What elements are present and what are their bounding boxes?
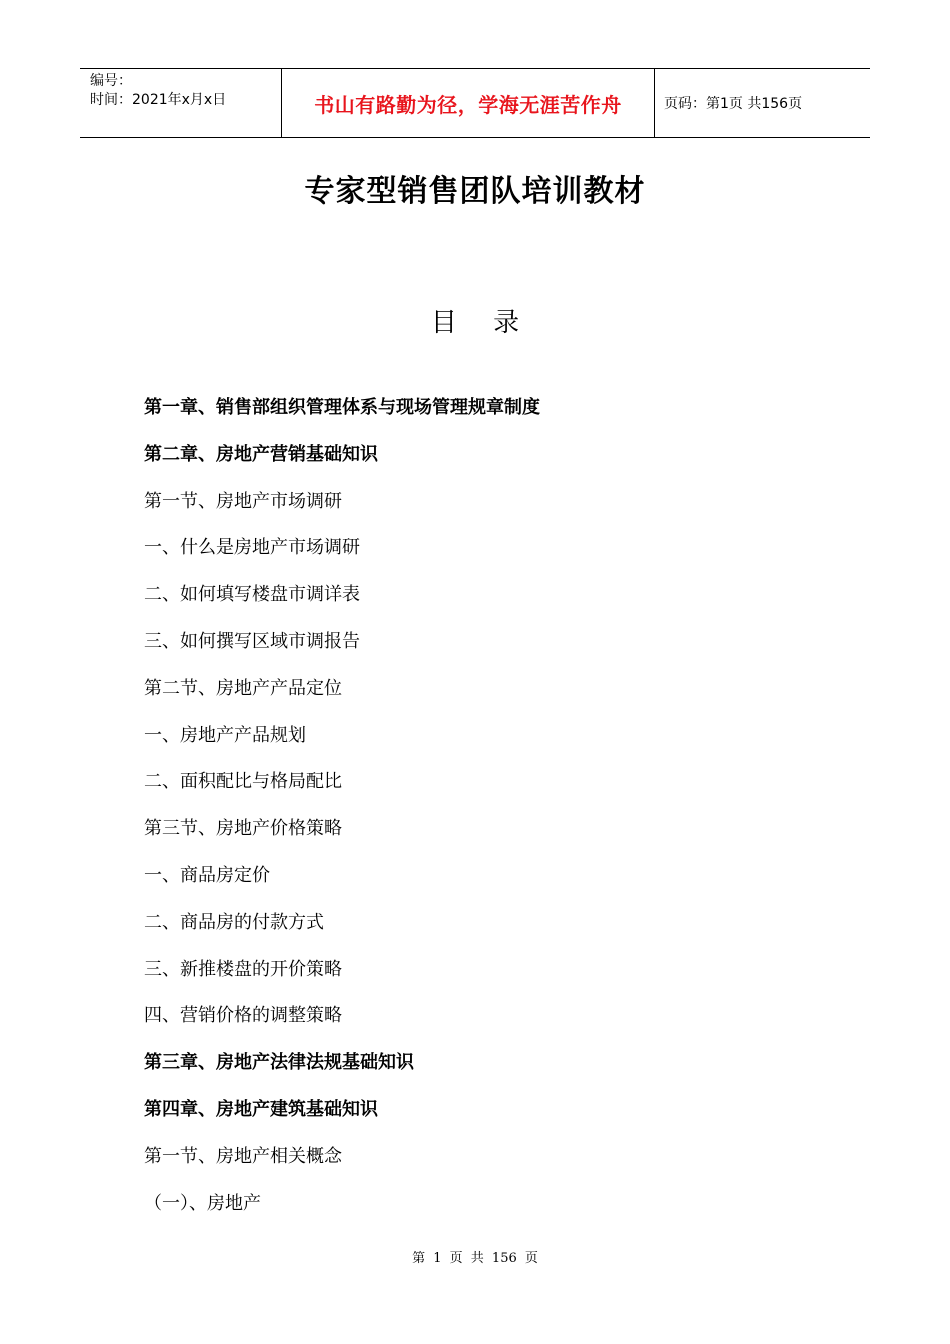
document-number-label: 编号： [90, 73, 132, 89]
toc-entry[interactable]: 第一节、房地产相关概念 [144, 1145, 342, 1167]
toc-entry[interactable]: 二、商品房的付款方式 [144, 911, 324, 933]
header-motto: 书山有路勤为径，学海无涯苦作舟 [282, 69, 655, 137]
table-of-contents [144, 395, 540, 1237]
toc-entry[interactable]: 第三节、房地产价格策略 [144, 818, 342, 840]
page-footer: 第 1 页 共 156 页 [412, 1251, 538, 1266]
document-header [80, 68, 870, 138]
toc-entry[interactable]: 四、营销价格的调整策略 [144, 1005, 342, 1027]
toc-chapter-entry[interactable]: 第一章、销售部组织管理体系与现场管理规章制度 [144, 397, 540, 418]
toc-entry[interactable]: 一、房地产产品规划 [144, 724, 306, 746]
toc-heading: 目 录 [430, 308, 534, 338]
header-page-info: 页码：第1页 共156页 [664, 96, 803, 112]
toc-entry[interactable]: 二、面积配比与格局配比 [144, 771, 342, 793]
document-title: 专家型销售团队培训教材 [304, 174, 646, 209]
toc-entry[interactable]: 三、新推楼盘的开价策略 [144, 958, 342, 980]
document-time-label: 时间：2021年x月x日 [90, 92, 227, 108]
toc-entry[interactable]: 三、如何撰写区域市调报告 [144, 630, 360, 652]
toc-chapter-entry[interactable]: 第二章、房地产营销基础知识 [144, 443, 378, 465]
toc-entry[interactable]: 第一节、房地产市场调研 [144, 490, 342, 512]
toc-entry[interactable]: （一）、房地产 [144, 1192, 261, 1214]
toc-entry[interactable]: 二、如何填写楼盘市调详表 [144, 584, 360, 606]
toc-entry[interactable]: 第二节、房地产产品定位 [144, 677, 342, 699]
toc-chapter-entry[interactable]: 第三章、房地产法律法规基础知识 [144, 1052, 414, 1074]
header-meta-cell [80, 69, 282, 137]
toc-entry[interactable]: 一、商品房定价 [144, 864, 270, 886]
toc-chapter-entry[interactable]: 第四章、房地产建筑基础知识 [144, 1098, 378, 1120]
toc-entry[interactable]: 一、什么是房地产市场调研 [144, 537, 360, 559]
